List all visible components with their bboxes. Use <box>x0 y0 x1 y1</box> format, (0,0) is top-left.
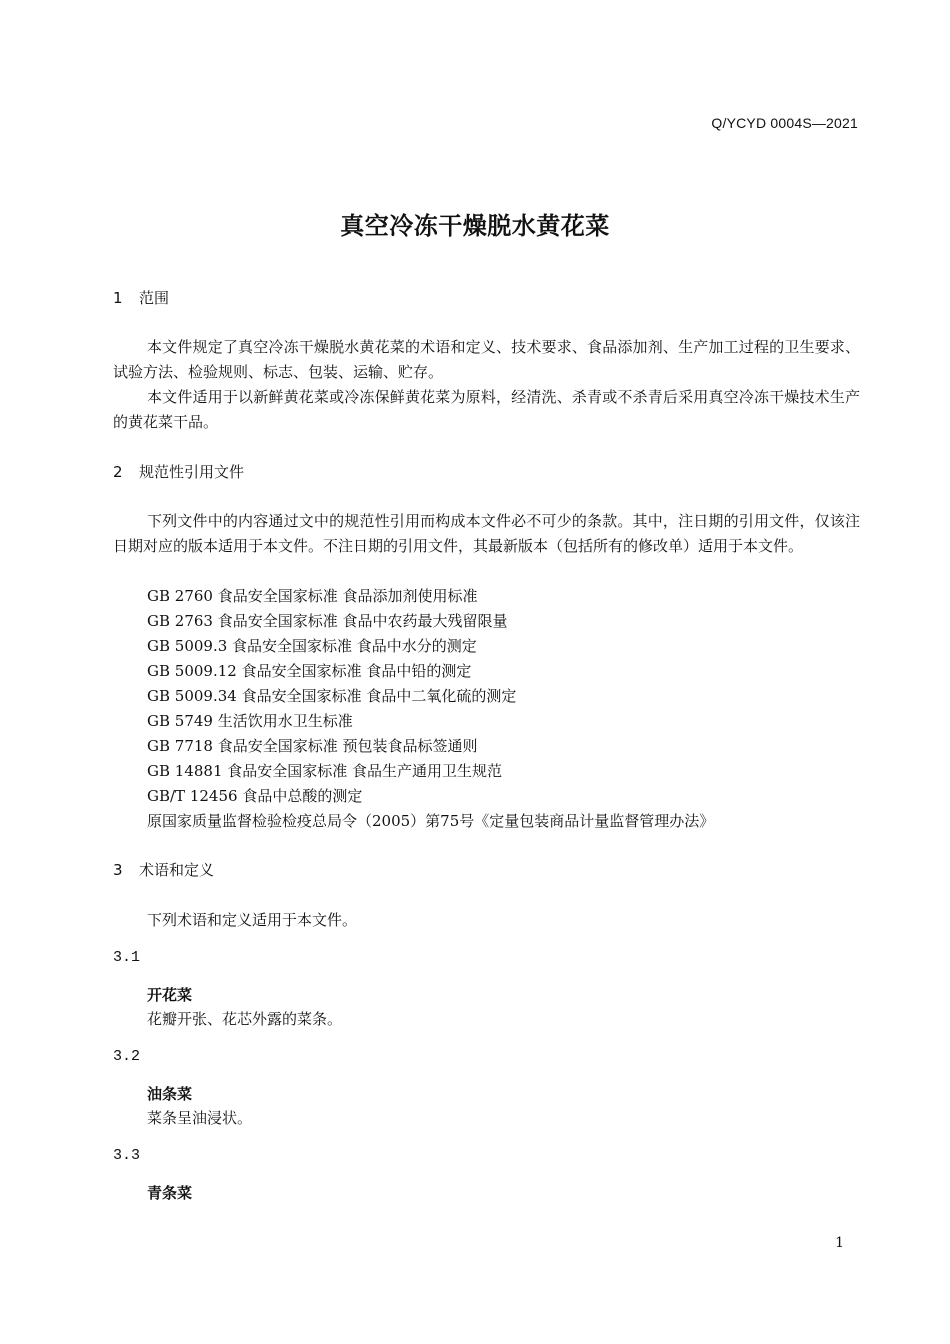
section-3-heading <box>113 859 214 881</box>
term-name: 开花菜 <box>147 986 193 1004</box>
reference-item: GB 5749 生活饮用水卫生标准 <box>147 712 353 730</box>
reference-item: GB 7718 食品安全国家标准 预包装食品标签通则 <box>147 737 478 755</box>
section-2-heading <box>113 461 244 483</box>
reference-item: GB 5009.34 食品安全国家标准 食品中二氧化硫的测定 <box>147 687 517 705</box>
section-number: 3 <box>113 861 123 879</box>
section-title: 术语和定义 <box>139 861 215 879</box>
reference-item: 原国家质量监督检验检疫总局令（2005）第75号《定量包装商品计量监督管理办法》 <box>147 812 715 830</box>
page-number: 1 <box>835 1235 844 1251</box>
term-name: 油条菜 <box>147 1085 193 1103</box>
reference-item: GB/T 12456 食品中总酸的测定 <box>147 787 363 805</box>
document-title: 真空冷冻干燥脱水黄花菜 <box>340 212 610 240</box>
section-number: 2 <box>113 463 123 481</box>
paragraph: 本文件规定了真空冷冻干燥脱水黄花菜的术语和定义、技术要求、食品添加剂、生产加工过程的卫生要求、试验方法、检验规则、标志、包装、运输、贮存。 <box>113 338 860 381</box>
reference-item: GB 2760 食品安全国家标准 食品添加剂使用标准 <box>147 587 478 605</box>
section-1-heading <box>113 287 169 309</box>
section-number: 1 <box>113 289 123 307</box>
paragraph: 下列文件中的内容通过文中的规范性引用而构成本文件必不可少的条款。其中，注日期的引用文件，仅该注日期对应的版本适用于本文件。不注日期的引用文件，其最新版本（包括所有的修改单）适用于本文件。 <box>113 512 860 555</box>
reference-item: GB 5009.12 食品安全国家标准 食品中铅的测定 <box>147 662 472 680</box>
reference-item: GB 2763 食品安全国家标准 食品中农药最大残留限量 <box>147 612 508 630</box>
term-definition: 菜条呈油浸状。 <box>147 1109 253 1127</box>
term-number: 3.3 <box>113 1147 141 1164</box>
section-title: 范围 <box>139 289 170 307</box>
section-title: 规范性引用文件 <box>139 463 245 481</box>
term-number: 3.2 <box>113 1048 141 1065</box>
reference-item: GB 14881 食品安全国家标准 食品生产通用卫生规范 <box>147 762 503 780</box>
standard-code: Q/YCYD 0004S—2021 <box>711 115 858 131</box>
paragraph: 下列术语和定义适用于本文件。 <box>147 911 358 929</box>
term-name: 青条菜 <box>147 1184 193 1202</box>
term-number: 3.1 <box>113 949 141 966</box>
reference-item: GB 5009.3 食品安全国家标准 食品中水分的测定 <box>147 637 477 655</box>
term-definition: 花瓣开张、花芯外露的菜条。 <box>147 1010 343 1028</box>
paragraph: 本文件适用于以新鲜黄花菜或冷冻保鲜黄花菜为原料，经清洗、杀青或不杀青后采用真空冷冻干燥技术生产的黄花菜干品。 <box>113 388 860 431</box>
